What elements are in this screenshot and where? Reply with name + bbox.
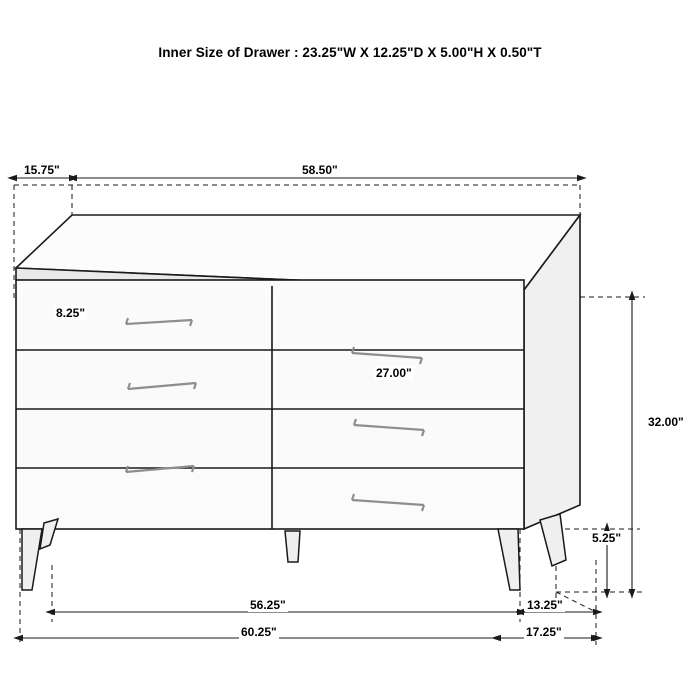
dresser-body bbox=[16, 215, 580, 590]
dim-label-top-width: 58.50" bbox=[302, 163, 338, 177]
dim-label-depth-top-left: 15.75" bbox=[24, 163, 60, 177]
dim-label-drawer-width: 27.00" bbox=[376, 366, 412, 380]
dim-label-overall-depth: 17.25" bbox=[526, 625, 562, 639]
dim-label-case-width: 56.25" bbox=[250, 598, 286, 612]
dim-label-total-height: 32.00" bbox=[648, 415, 684, 429]
dim-label-drawer-height: 8.25" bbox=[56, 306, 86, 320]
dim-label-leg-height: 5.25" bbox=[592, 531, 622, 545]
page-title: Inner Size of Drawer : 23.25"W X 12.25"D X 5.00"H X 0.50"T bbox=[158, 45, 542, 60]
dim-label-overall-width: 60.25" bbox=[241, 625, 277, 639]
dim-label-case-depth: 13.25" bbox=[527, 598, 563, 612]
